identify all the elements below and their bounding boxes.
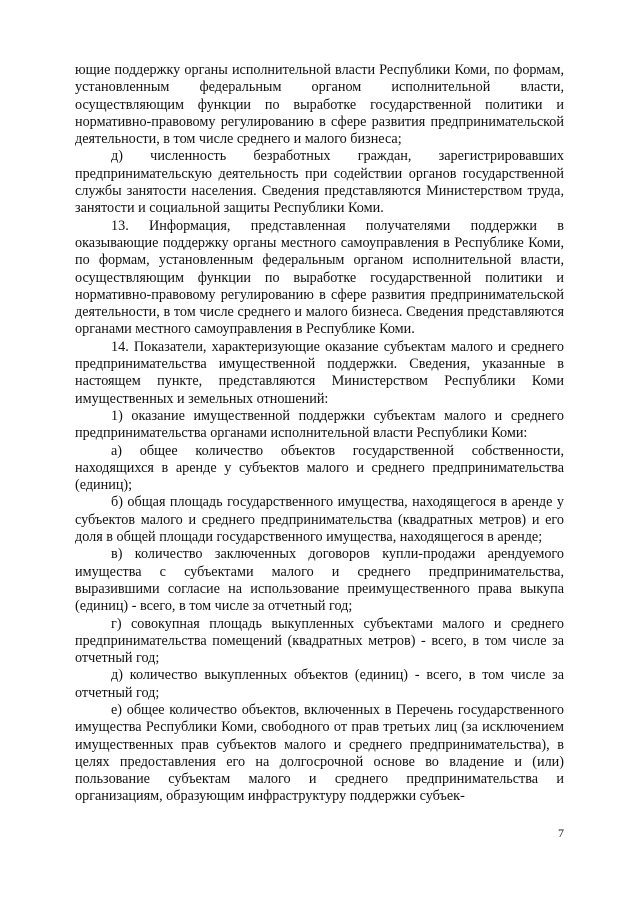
paragraph-14-1-a: а) общее количество объектов государственной собственности, находящихся в аренде у субъектов малого и среднего предпринимательства (единиц); [75, 442, 564, 494]
page-number: 7 [558, 826, 564, 840]
document-body [75, 62, 564, 806]
paragraph-item-d-unemployed: д) численность безработных граждан, зарегистрировавших предпринимательскую деятельность при содействии органов государственной службы занятости населения. Сведения представляются Министерством труда, занятости и социальной защиты Республики Коми. [75, 148, 564, 217]
paragraph-14: 14. Показатели, характеризующие оказание субъектам малого и среднего предпринимательства имущественной поддержки. Сведения, указанные в настоящем пункте, представляются Министерством Республики Коми имущественных и земельных отношений: [75, 338, 564, 407]
paragraph-14-1-d: д) количество выкупленных объектов (единиц) - всего, в том числе за отчетный год; [75, 667, 564, 701]
paragraph-14-1-g: г) совокупная площадь выкупленных субъектами малого и среднего предпринимательства помещений (квадратных метров) - всего, в том числе за отчетный год; [75, 615, 564, 667]
paragraph-14-1-b: б) общая площадь государственного имущества, находящегося в аренде у субъектов малого и среднего предпринимательства (квадратных метров) и его доля в общей площади государственного имущества, находящегося в аренде; [75, 494, 564, 546]
paragraph-14-1: 1) оказание имущественной поддержки субъектам малого и среднего предпринимательства органами исполнительной власти Республики Коми: [75, 407, 564, 442]
paragraph-continuation: ющие поддержку органы исполнительной власти Республики Коми, по формам, установленным федеральным органом исполнительной власти, осуществляющим функции по выработке государственной политики и нормативно-правовому регулированию в сфере развития предпринимательской деятельности, в том числе среднего и малого бизнеса; [75, 62, 564, 148]
paragraph-14-1-e: е) общее количество объектов, включенных в Перечень государственного имущества Республики Коми, свободного от прав третьих лиц (за исключением имущественных прав субъектов малого и среднего предпринимательства), в целях предоставления его на долгосрочной основе во владение и (или) пользование субъектам малого и среднего предпринимательства и организациям, образующим инфраструктуру поддержки субъек- [75, 701, 564, 805]
paragraph-13: 13. Информация, представленная получателями поддержки в оказывающие поддержку органы местного самоуправления в Республике Коми, по формам, установленным федеральным органом исполнительной власти, осуществляющим функции по выработке государственной политики и нормативно-правовому регулированию в сфере развития предпринимательской деятельности, в том числе среднего и малого бизнеса. Сведения представляются органами местного самоуправления в Республике Коми. [75, 217, 564, 338]
paragraph-14-1-v: в) количество заключенных договоров купли-продажи арендуемого имущества с субъектами малого и среднего предпринимательства, выразившими согласие на использование преимущественного права выкупа (единиц) - всего, в том числе за отчетный год; [75, 546, 564, 615]
